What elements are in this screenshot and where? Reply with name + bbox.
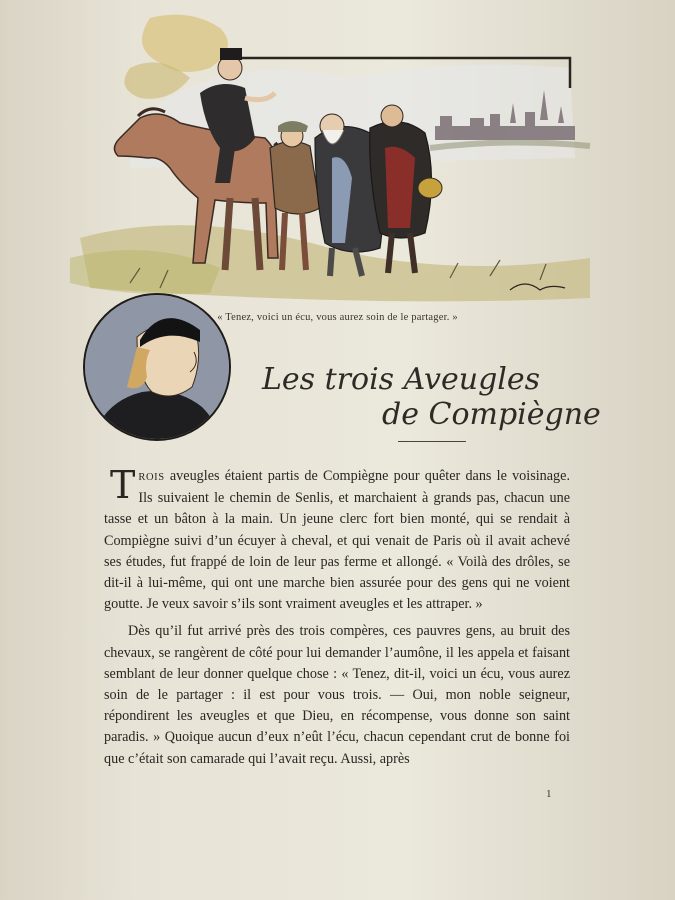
drop-cap: T (110, 463, 136, 507)
body-text (104, 463, 570, 770)
title-rule (398, 441, 466, 442)
paragraph-1-text: aveugles étaient partis de Compiègne pour quêter dans le voisinage. Ils suivaient le chemin de Senlis, et marchaient à grands pas, chacun une tasse et un bâton à la main. Un jeune clerc fort bien monté, qui se rendait à Compiègne suivi d’un écuyer à cheval, et qui venait de Paris où il avait achevé ses études, fut frappé de loin de leur pas ferme et allongé. « Voilà des drôles, se dit-il à lui-même, qui ont une marche bien assurée pour des gens qui ne voient goutte. Je veux savoir s’ils sont vraiment aveugles et les attraper. » (104, 468, 570, 613)
page-number: 1 (546, 788, 552, 800)
lead-word: ROIS (138, 472, 165, 483)
paragraph-2: Dès qu’il fut arrivé près des trois compères, ces pauvres gens, au bruit des chevaux, se rangèrent de côté pour lui demander l’aumône, il les appela et faisant semblant de leur donner quelque chose : « Tenez, dit-il, voici un écu, vous aurez soin de le partager : il est pour vous trois. — Oui, mon noble seigneur, répondirent les aveugles et que Dieu, en récompense, vous donne son saint paradis. » Quoique aucun d’eux n’eût l’écu, chacun cependant crut de bonne foi que c’était son camarade qui l’avait reçu. Aussi, après (104, 623, 570, 767)
title-line-1: Les trois Aveugles (262, 362, 541, 397)
header-illustration (70, 8, 600, 308)
illustration-caption: « Tenez, voici un écu, vous aurez soin de le partager. » (217, 312, 458, 323)
paragraph-1 (104, 463, 570, 615)
portrait-medallion (82, 292, 232, 442)
title-line-2: de Compiègne (382, 397, 601, 432)
